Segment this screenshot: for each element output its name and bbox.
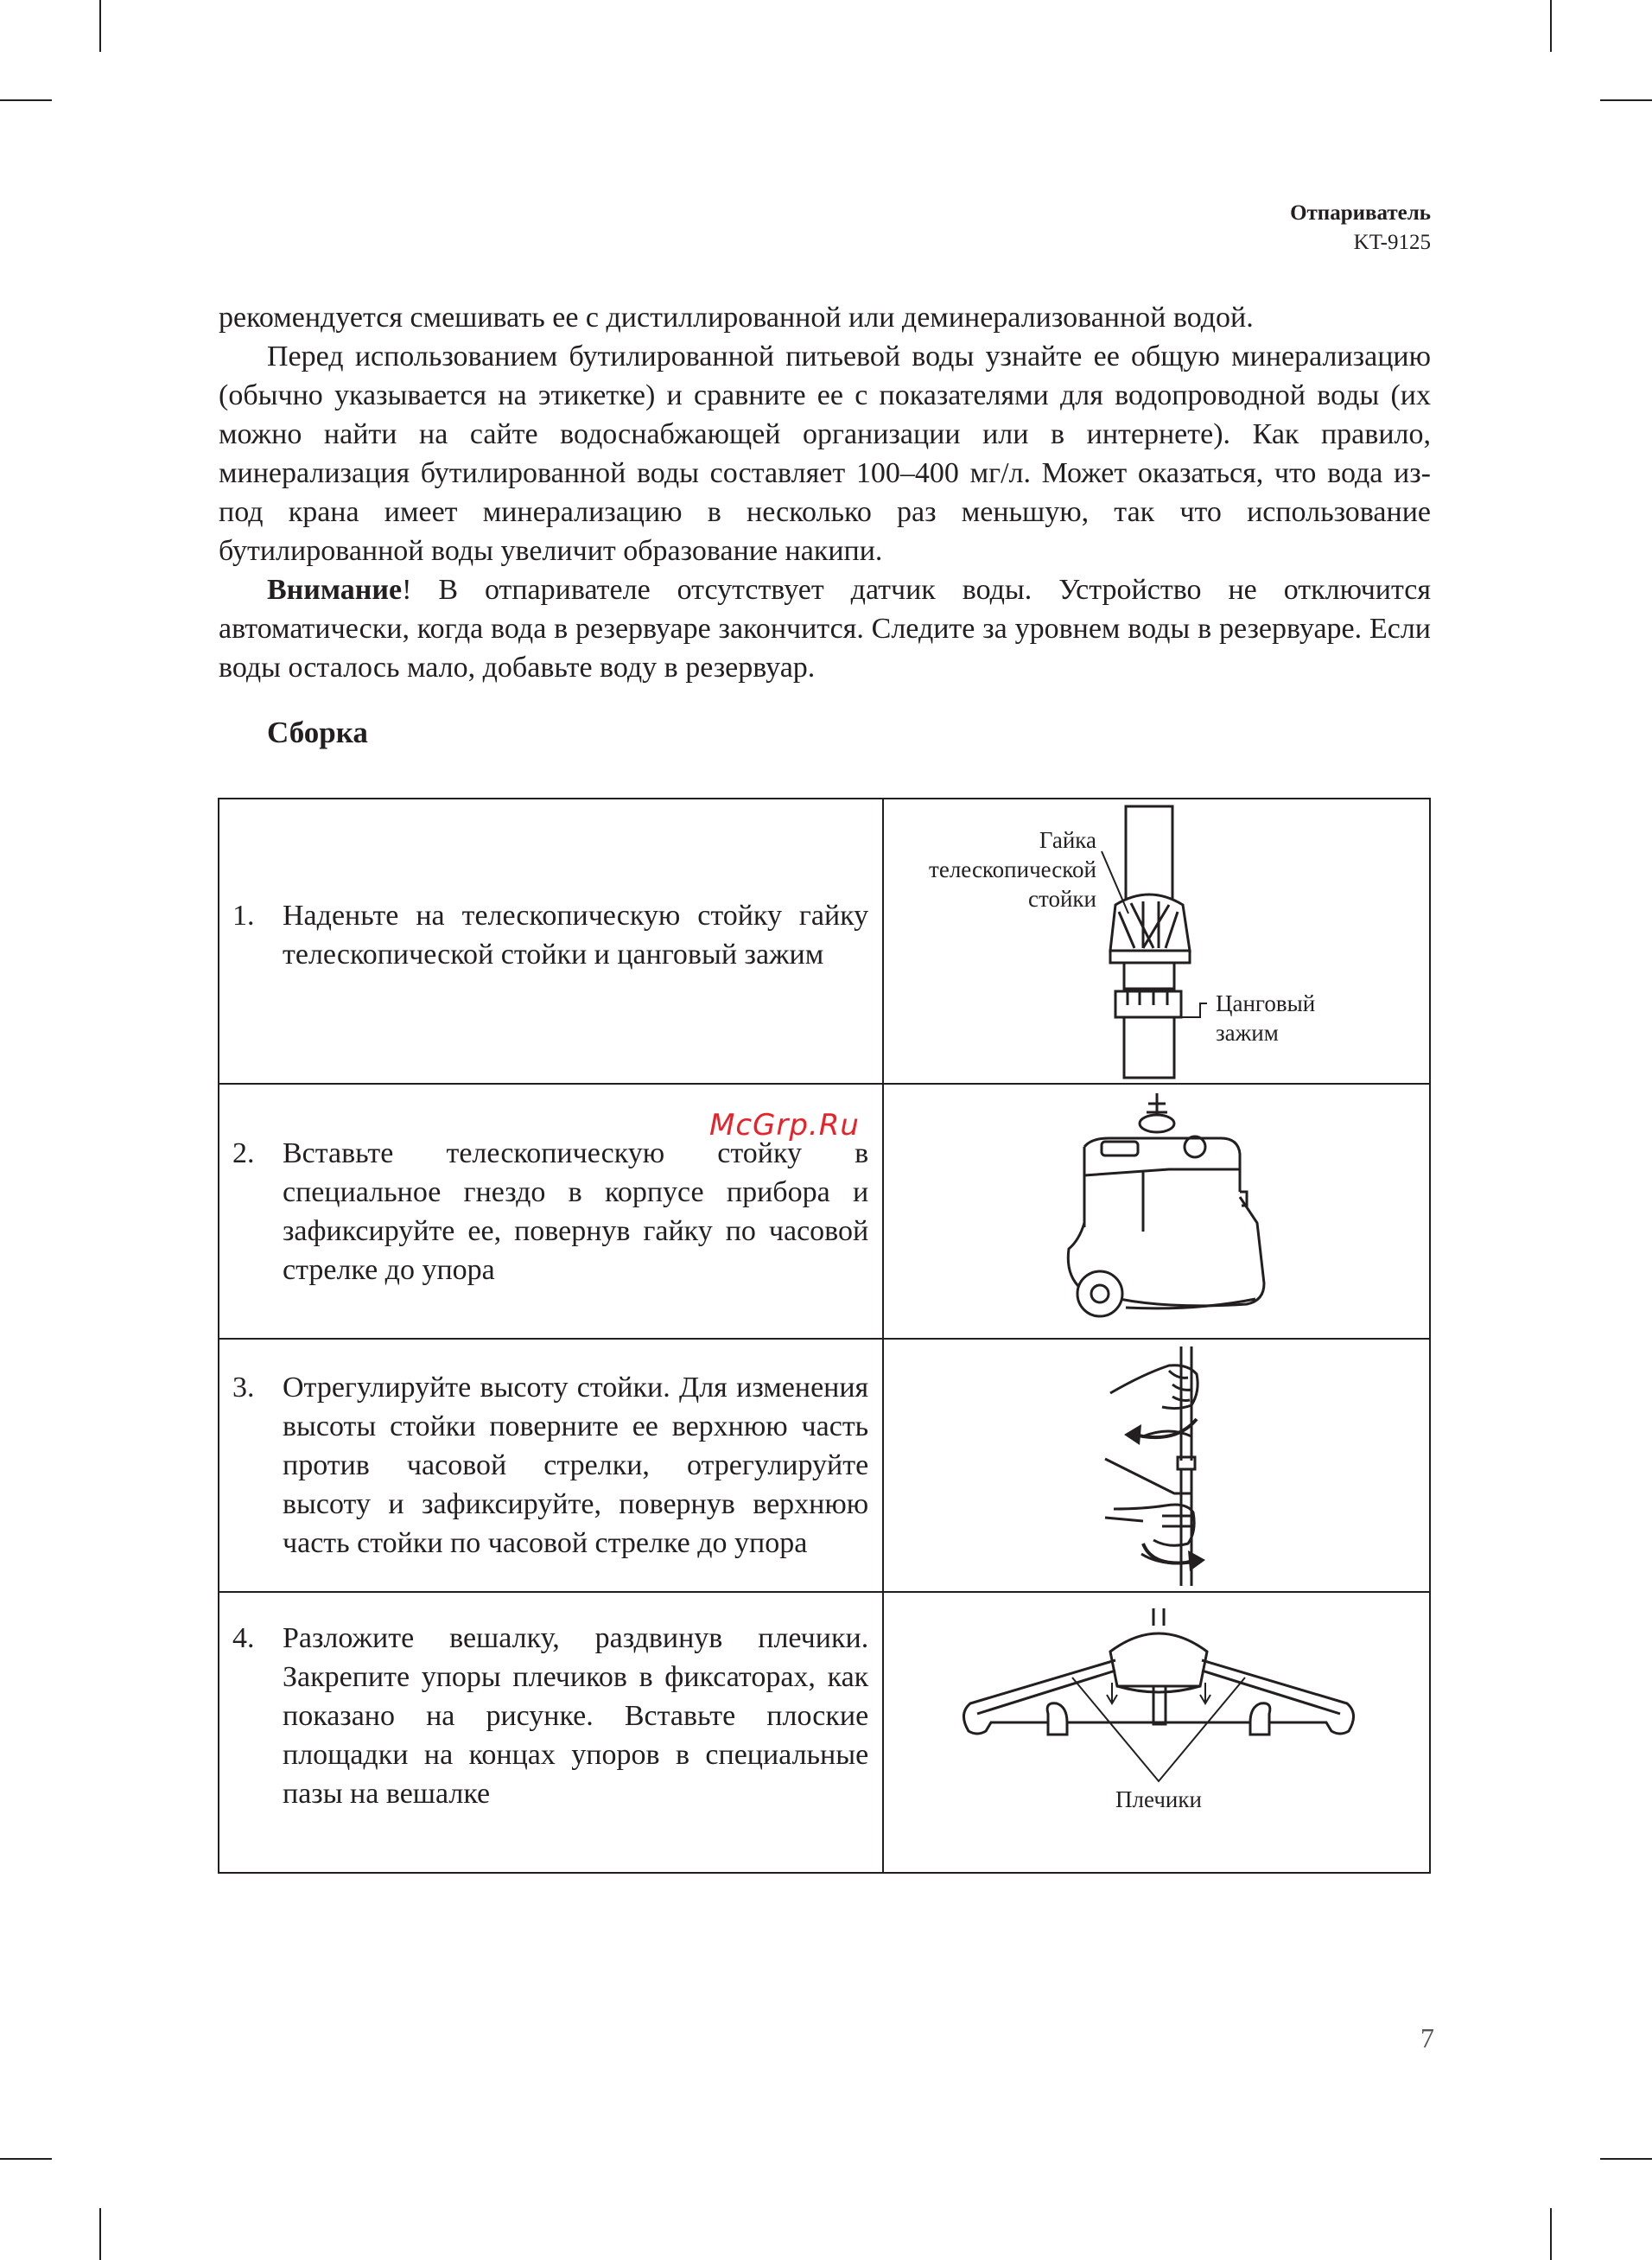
step-figure-cell: [883, 799, 1430, 1084]
figure-label: Гайка: [1039, 827, 1097, 853]
crop-mark: [1550, 0, 1552, 52]
page-number: 7: [1420, 2022, 1434, 2053]
telescopic-pole-nut-figure: [884, 799, 1430, 1085]
step-figure-cell: [883, 1592, 1430, 1873]
paragraph: рекомендуется смешивать ее с дистиллированной или деминерализованной водой.: [219, 302, 1254, 334]
figure-label: Плечики: [1115, 1786, 1203, 1812]
warning-paragraph: [219, 570, 1431, 687]
crop-mark: [0, 2158, 52, 2160]
step-text-cell: [219, 1592, 883, 1873]
step-number: 3.: [232, 1372, 255, 1404]
table-row: [219, 1592, 1430, 1873]
step-text: Наденьте на телескопическую стойку гайку телескопической стойки и цанговый зажим: [283, 900, 869, 971]
crop-mark: [99, 2208, 101, 2260]
warning-text: ! В отпаривателе отсутствует датчик воды. Устройство не отключится автоматически, когда вода в резервуаре закончится. Следите за уровнем воды в резервуаре. Если воды осталось мало, добавьте воду в резервуар.: [219, 574, 1431, 684]
body-text: [219, 298, 1431, 687]
figure-label: Цанговый: [1216, 990, 1316, 1016]
figure-label: стойки: [1028, 886, 1097, 912]
step-number: 4.: [232, 1622, 255, 1654]
crop-mark: [0, 99, 52, 101]
warning-label: Внимание: [267, 574, 403, 606]
steamer-body-figure: [884, 1085, 1430, 1340]
table-row: [219, 799, 1430, 1084]
step-number: 2.: [232, 1136, 255, 1169]
figure-label: зажим: [1216, 1020, 1280, 1046]
running-header: [1290, 199, 1431, 258]
header-model: KT-9125: [1353, 231, 1431, 254]
step-text: Вставьте телескопическую стойку в специальное гнездо в корпусе прибора и зафиксируйте ее, повернув гайку по часовой стрелке до упора: [283, 1136, 869, 1286]
paragraph: Перед использованием бутилированной питьевой воды узнайте ее общую минерализацию (обычно указывается на этикетке) и сравните ее с показателями для водопроводной воды (их можно найти на сайте водоснабжающей организации или в интернете). Как правило, минерализация бутилированной воды составляет 100–400 мг/л. Может оказаться, что вода из-под крана имеет минерализацию в несколько раз меньшую, так что использование бутилированной воды увеличит образование накипи.: [219, 341, 1431, 567]
step-number: 1.: [232, 900, 255, 932]
crop-mark: [1600, 2158, 1652, 2160]
height-adjustment-figure: [884, 1340, 1430, 1593]
table-row: [219, 1339, 1430, 1592]
step-figure-cell: [883, 1339, 1430, 1592]
step-text-cell: [219, 1339, 883, 1592]
crop-mark: [1600, 99, 1652, 101]
section-title: Сборка: [267, 716, 368, 749]
assembly-steps-table: [218, 798, 1431, 1874]
header-title: Отпариватель: [1290, 201, 1431, 225]
crop-mark: [99, 0, 101, 52]
figure-label: телескопической: [929, 856, 1097, 882]
step-text: Отрегулируйте высоту стойки. Для изменения высоты стойки поверните ее верхнюю часть против часовой стрелки, отрегулируйте высоту и зафиксируйте, повернув верхнюю часть стойки по часовой стрелке до упора: [283, 1372, 869, 1559]
crop-mark: [1550, 2208, 1552, 2260]
step-text-cell: [219, 799, 883, 1084]
step-text: Разложите вешалку, раздвинув плечики. Закрепите упоры плечиков в фиксаторах, как показано на рисунке. Вставьте плоские площадки на концах упоров в специальные пазы на вешалке: [283, 1622, 869, 1810]
step-figure-cell: [883, 1084, 1430, 1339]
hanger-figure: [884, 1593, 1430, 1874]
watermark: McGrp.Ru: [709, 1108, 860, 1143]
